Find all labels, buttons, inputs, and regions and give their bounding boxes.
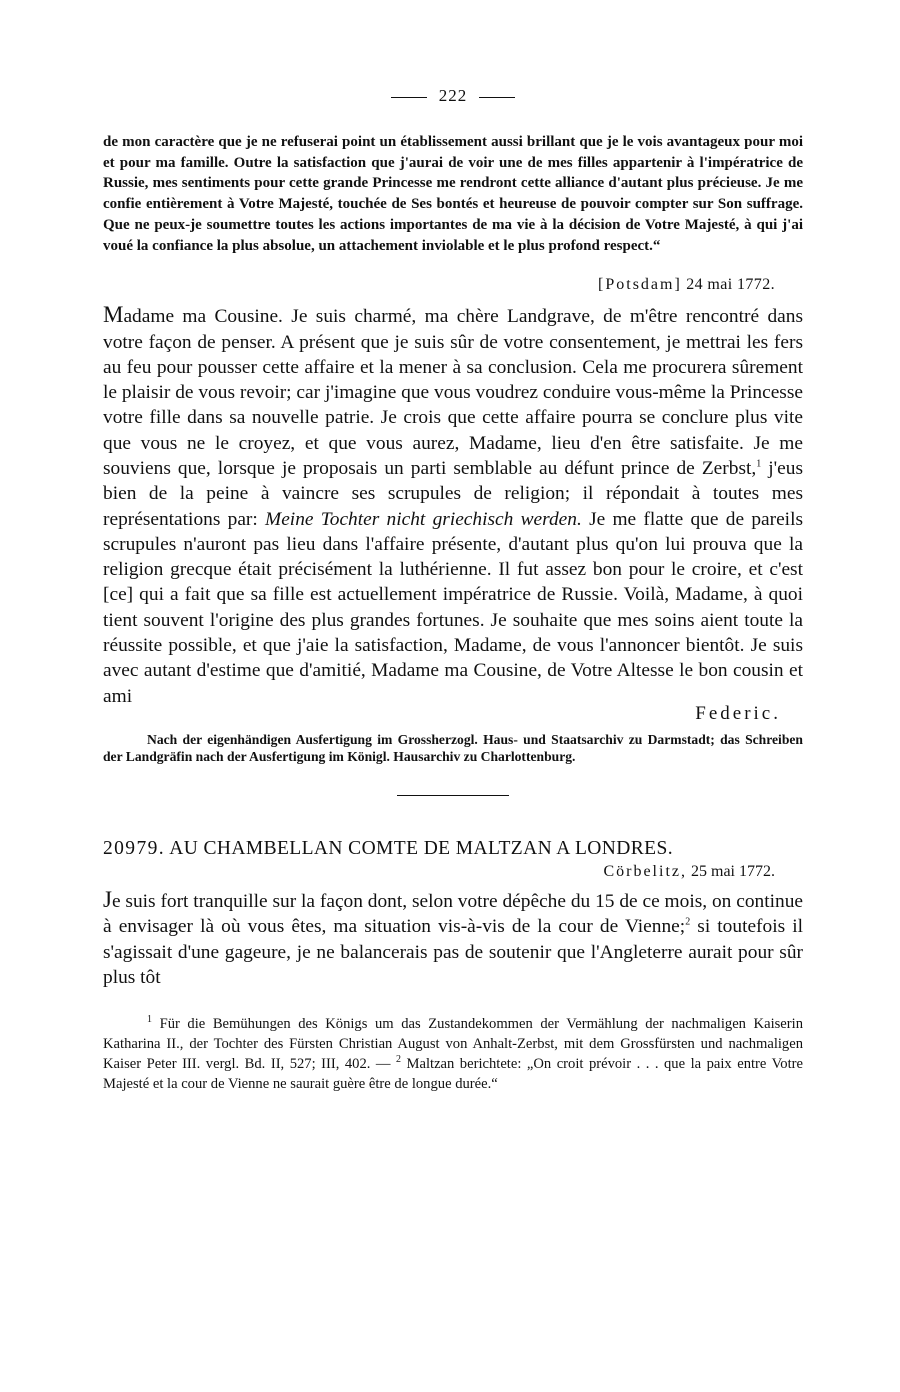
letter-1-text-2: j'eus bien de la peine à vaincre ses scrupules de religion; il répondait à toutes mes représentations par: bbox=[103, 458, 804, 530]
footnote-1-text: Für die Bemühungen des Königs um das Zustandekommen der Vermählung der nachmaligen Kaiserin Katharina II., der Tochter des Fürsten Christian August von Anhalt-Zerbst, mit dem Grossfürsten und nachmaligen Kaiser Peter III. vergl. Bd. II, 527; III, 402. — bbox=[103, 1016, 803, 1073]
section-divider bbox=[397, 795, 509, 796]
letter-2-text-1: e suis fort tranquille sur la façon dont, selon votre dépêche du 15 de ce mois, on continue à envisager là où vous êtes, ma situation vis-à-vis de la cour de Vienne; bbox=[103, 890, 803, 938]
page-number-text: 222 bbox=[438, 86, 468, 105]
letter-1-body bbox=[103, 302, 803, 709]
letter-1-initial: M bbox=[103, 302, 124, 328]
letter-1-date: 24 mai 1772. bbox=[686, 276, 775, 294]
footnote-ref-1: 1 bbox=[756, 458, 762, 470]
letter-2-number: 20979. bbox=[103, 837, 166, 859]
letter-2-dateline bbox=[103, 863, 803, 881]
previous-letter-text: de mon caractère que je ne refuserai point un établissement aussi brillant que je le vois avantageux pour moi et pour ma famille. Outre la satisfaction que j'aurai de voir une de mes filles appartenir à l'impératrice de Russie, mes sentiments pour cette grande Princesse me rendront cette alliance d'autant plus précieuse. Je me confie entièrement à Votre Majesté, touchée de Ses bontés et heureuse de pouvoir compter sur Son suffrage. Que ne peux-je soumettre toutes les actions importantes de ma vie à la décision de Votre Majesté, à qui j'ai voué la confiance la plus absolue, un attachement inviolable et le plus profond respect.“ bbox=[103, 134, 803, 254]
letter-1-text-1: adame ma Cousine. Je suis charmé, ma chère Landgrave, de m'être rencontré dans votre façon de penser. A présent que je suis sûr de votre consentement, je mettrai les fers au feu pour pousser cette affaire et la mener à sa conclusion. Cela me procurera sûrement le plaisir de vous revoir; car j'imagine que vous voudrez conduire vous-même la Princesse votre fille dans sa nouvelle patrie. Je crois que cette affaire pourra se conclure plus vite que vous ne le croyez, et que vous aurez, Madame, lieu d'en être satisfaite. Je me souviens que, lorsque je proposais un parti semblable au défunt prince de Zerbst, bbox=[103, 306, 803, 479]
page-number-rule-left bbox=[391, 97, 427, 98]
footnote-2-marker: 2 bbox=[396, 1054, 401, 1066]
footnote-1-marker: 1 bbox=[147, 1014, 152, 1026]
document-page bbox=[103, 86, 803, 1094]
letter-2-date: 25 mai 1772. bbox=[691, 862, 775, 880]
letter-1-quote: Meine Tochter nicht griechisch werden. bbox=[265, 508, 582, 530]
letter-1-source-note bbox=[103, 731, 803, 765]
letter-2-initial: J bbox=[103, 886, 112, 912]
footnote-ref-2: 2 bbox=[685, 916, 691, 928]
letter-2-title: AU CHAMBELLAN COMTE DE MALTZAN A LONDRES. bbox=[169, 837, 673, 859]
letter-2-place: Cörbelitz, bbox=[603, 862, 687, 880]
letter-2-text-2: si toutefois il s'agissait d'une gageure, je ne balancerais pas de soutenir que l'Angleterre aurait pour sûr plus tôt bbox=[103, 916, 804, 988]
page-number bbox=[103, 86, 803, 108]
letter-2-heading bbox=[103, 838, 803, 860]
footnotes bbox=[103, 1014, 803, 1094]
letter-1-signature: Federic. bbox=[695, 702, 781, 724]
letter-2-body bbox=[103, 887, 803, 990]
letter-1-text-3: Je me flatte que de pareils scrupules n'auront pas lieu dans l'affaire présente, d'autant plus qu'on lui prouva que la religion grecque était précisément la luthérienne. Il fut assez bon pour le croire, et c'est [ce] qui a fait que sa fille est actuellement impératrice de Russie. Voilà, Madame, à quoi tient souvent l'origine des plus grandes fortunes. Je souhaite que mes soins aient toute la réussite possible, et que j'aie la satisfaction, Madame, de vous l'annoncer bientôt. Je suis avec autant d'estime que d'amitié, Madame ma Cousine, de Votre Altesse le bon cousin et ami bbox=[103, 508, 804, 707]
letter-1-dateline bbox=[103, 276, 803, 294]
letter-1-source-note-text: Nach der eigenhändigen Ausfertigung im Grossherzogl. Haus- und Staatsarchiv zu Darmstadt; das Schreiben der Landgräfin nach der Ausfertigung im Königl. Hausarchiv zu Charlottenburg. bbox=[103, 731, 803, 764]
page-number-rule-right bbox=[479, 97, 515, 98]
footnote-2-text: Maltzan berichtete: „On croit prévoir . . . que la paix entre Votre Majesté et la cour de Vienne ne saurait guère être de longue durée.“ bbox=[103, 1056, 803, 1093]
letter-1-place: [Potsdam] bbox=[598, 276, 682, 294]
